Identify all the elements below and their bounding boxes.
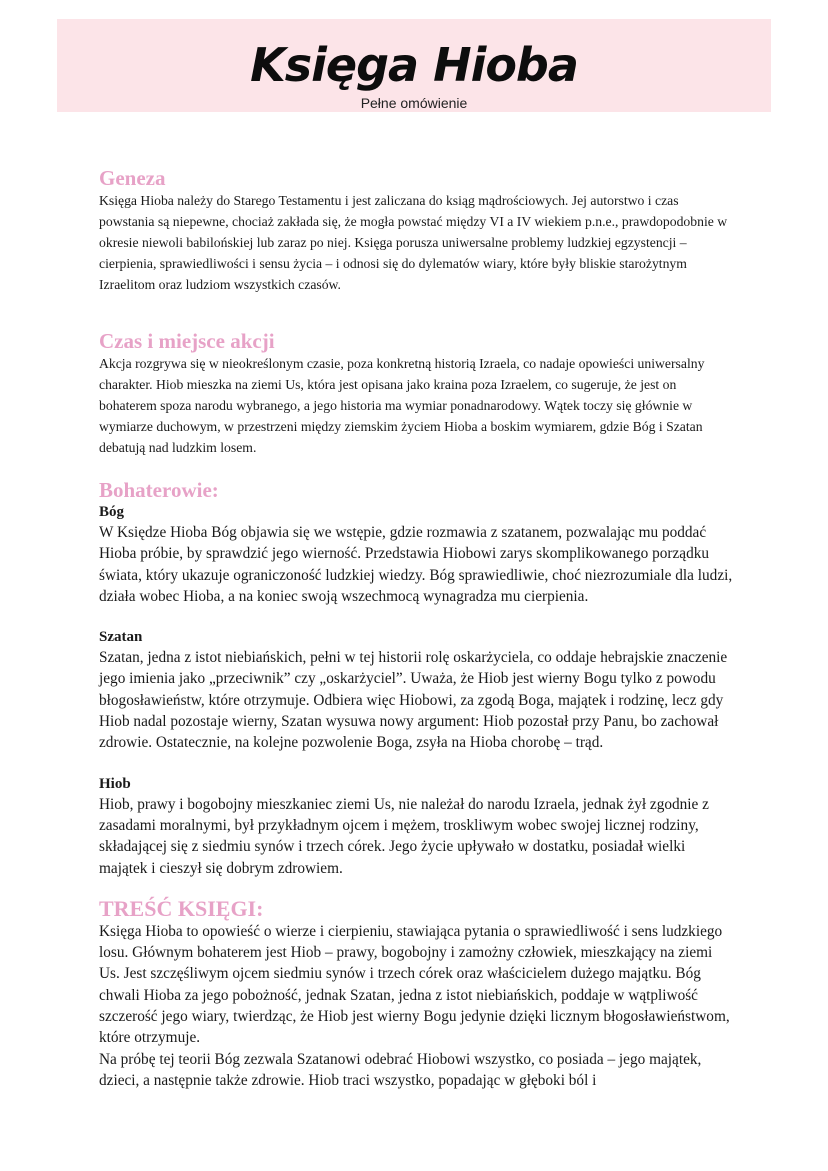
character-szatan <box>99 627 735 753</box>
section-heading-tresc: TREŚĆ KSIĘGI: <box>99 895 264 921</box>
section-czas-i-miejsce <box>99 329 735 458</box>
section-text-czas: Akcja rozgrywa się w nieokreślonym czasie, poza konkretną historią Izraela, co nadaje opowieści uniwersalny charakter. Hiob mieszka na ziemi Us, która jest opisana jako kraina poza Izraelem, co sugeruje, że jest on bohaterem spoza narodu wybranego, a jego historia ma wymiar ponadnarodowy. Wątek toczy się głównie w wymiarze duchowym, w przestrzeni między ziemskim życiem Hioba a boskim wymiarem, gdzie Bóg i Szatan debatują nad ludzkim losem. <box>99 356 705 455</box>
character-text: Hiob, prawy i bogobojny mieszkaniec ziemi Us, nie należał do narodu Izraela, jednak żył zgodnie z zasadami moralnymi, był przykładnym ojcem i mężem, troskliwym wobec swojej licznej rodziny, składającej się z siedmiu synów i trzech córek. Jego życie upływało w dostatku, posiadał wielki majątek i cieszył się dobrym zdrowiem. <box>99 795 709 877</box>
section-geneza <box>99 166 735 295</box>
section-tresc-ksiegi <box>99 897 735 1091</box>
section-text-tresc-1: Księga Hioba to opowieść o wierze i cierpieniu, stawiająca pytania o sprawiedliwość i sens ludzkiego losu. Głównym bohaterem jest Hiob – prawy, bogobojny i zamożny człowiek, mieszkający na ziemi Us. Jest szczęśliwym ojcem siedmiu synów i trzech córek oraz właścicielem dużego majątku. Bóg chwali Hioba za jego pobożność, jednak Szatan, jedna z istot niebiańskich, poddaje w wątpliwość szczerość jego wiary, twierdząc, że Hiob jest wierny Bogu jedynie dzięki licznym błogosławieństwom, które otrzymuje. <box>99 922 730 1047</box>
section-heading-geneza: Geneza <box>99 166 166 190</box>
section-heading-bohaterowie: Bohaterowie: <box>99 478 219 502</box>
character-text: W Księdze Hioba Bóg objawia się we wstępie, gdzie rozmawia z szatanem, pozwalając mu poddać Hioba próbie, by sprawdzić jego wierność. Przedstawia Hiobowi zarys skomplikowanego porządku świata, który ukazuje ograniczoność ludzkiej wiedzy. Bóg sprawiedliwie, choć niezrozumiale dla ludzi, działa wobec Hioba, a na koniec swoją wszechmocą wynagradza mu cierpienia. <box>99 524 733 605</box>
character-name: Hiob <box>99 775 131 792</box>
character-name: Szatan <box>99 629 143 646</box>
section-bohaterowie <box>99 478 735 879</box>
character-bog <box>99 502 735 607</box>
character-name: Bóg <box>99 504 125 520</box>
document-title: Księga Hioba <box>250 38 578 92</box>
section-heading-czas: Czas i miejsce akcji <box>99 329 275 353</box>
character-hiob <box>99 774 735 879</box>
document-subtitle: Pełne omówienie <box>360 95 468 111</box>
document-body <box>99 166 735 1091</box>
section-text-geneza: Księga Hioba należy do Starego Testamentu i jest zaliczana do ksiąg mądrościowych. Jej autorstwo i czas powstania są niepewne, chociaż zakłada się, że mogła powstać między VI a IV wiekiem p.n.e., prawdopodobnie w okresie niewoli babilońskiej lub zaraz po niej. Księga porusza uniwersalne problemy ludzkiej egzystencji – cierpienia, sprawiedliwości i sensu życia – i odnosi się do dylematów wiary, które były bliskie starożytnym Izraelitom oraz ludziom wszystkich czasów. <box>99 193 728 292</box>
section-text-tresc-2: Na próbę tej teorii Bóg zezwala Szatanowi odebrać Hiobowi wszystko, co posiada – jego majątek, dzieci, a następnie także zdrowie. Hiob traci wszystko, popadając w głęboki ból i <box>99 1050 702 1089</box>
character-text: Szatan, jedna z istot niebiańskich, pełni w tej historii rolę oskarżyciela, co oddaje hebrajskie znaczenie jego imienia jako „przeciwnik” czy „oskarżyciel”. Uważa, że Hiob jest wierny Bogu tylko z powodu błogosławieństw, które otrzymuje. Odbiera więc Hiobowi, za zgodą Boga, majątek i rodzinę, lecz gdy Hiob nadal pozostaje wierny, Szatan wysuwa nowy argument: Hiob pozostał przy Panu, bo zachował zdrowie. Ostatecznie, na kolejne pozwolenie Boga, zsyła na Hioba chorobę – trąd. <box>99 649 728 752</box>
title-banner <box>57 19 771 112</box>
